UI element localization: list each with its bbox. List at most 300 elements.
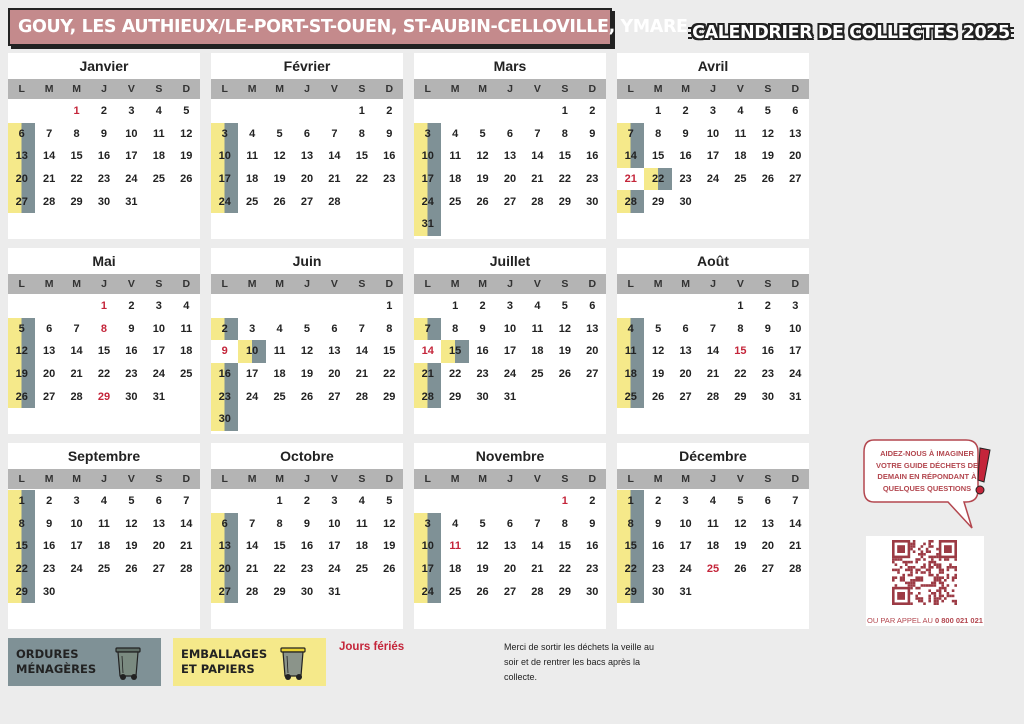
- day-cell: 30: [476, 390, 489, 403]
- day-cell: 24: [125, 173, 138, 186]
- empty-cell: [35, 295, 62, 318]
- weekday-label: M: [681, 473, 690, 485]
- weekday-label: D: [588, 83, 597, 95]
- month-name: Janvier: [79, 58, 129, 74]
- day-cell: 25: [531, 368, 544, 381]
- day-cell: 11: [153, 127, 165, 140]
- day-cell: 14: [43, 150, 56, 163]
- day-cell: 11: [449, 150, 461, 163]
- day-cell: 18: [180, 345, 193, 358]
- day-cell: 12: [8, 340, 35, 363]
- day-cell: 15: [8, 535, 35, 558]
- day-cell: 27: [679, 390, 692, 403]
- weekday-label: M: [72, 278, 81, 290]
- day-cell: 23: [476, 368, 489, 381]
- day-cell: 1: [655, 105, 662, 118]
- weekday-label: M: [72, 473, 81, 485]
- empty-cell: [414, 100, 441, 123]
- day-cell: 7: [358, 322, 365, 335]
- weekday-label: M: [653, 278, 663, 290]
- legend-emballages-label: EMBALLAGES ET PAPIERS: [181, 647, 268, 676]
- day-cell: 14: [617, 145, 644, 168]
- day-cell: 18: [449, 173, 462, 186]
- day-cell: 5: [561, 300, 568, 313]
- day-cell: 10: [503, 322, 517, 335]
- day-cell: 28: [706, 390, 720, 403]
- legend-ordures-label: ORDURES MÉNAGÈRES: [16, 647, 97, 676]
- day-cell: 18: [152, 150, 165, 163]
- weekday-label: D: [385, 83, 394, 95]
- day-cell: 2: [303, 495, 311, 508]
- weekday-label: L: [221, 83, 228, 95]
- days-grid: [414, 100, 606, 236]
- survey-text: AIDEZ-NOUS À IMAGINER VOTRE GUIDE DÉCHETS DE DEMAIN EN RÉPONDANT À QUELQUES QUESTIONS: [875, 449, 979, 493]
- day-cell: 25: [152, 173, 165, 186]
- empty-cell: [238, 295, 265, 318]
- weekday-header: [617, 469, 809, 489]
- day-cell: 24: [152, 368, 165, 381]
- day-cell: 30: [97, 195, 111, 208]
- day-cell: 20: [211, 558, 238, 581]
- day-cell: 31: [328, 585, 341, 598]
- month-8: [8, 443, 200, 629]
- day-cell: 1: [73, 105, 80, 118]
- day-cell: 11: [356, 517, 368, 530]
- day-cell: 3: [414, 123, 441, 146]
- day-cell: 29: [652, 195, 665, 208]
- day-cell: 21: [531, 173, 544, 186]
- day-cell: 6: [303, 127, 311, 140]
- day-cell: 16: [211, 363, 238, 386]
- day-cell: 22: [70, 173, 83, 186]
- day-cell: 20: [152, 540, 165, 553]
- day-cell: 30: [211, 408, 238, 431]
- day-cell: 7: [709, 322, 717, 335]
- phone-prefix: OU PAR APPEL AU: [867, 616, 933, 625]
- day-cell: 28: [414, 385, 441, 408]
- survey-bubble[interactable]: [862, 436, 994, 537]
- day-cell: 22: [617, 558, 644, 581]
- weekday-label: M: [247, 83, 257, 95]
- day-cell: 20: [679, 368, 692, 381]
- day-cell: 21: [414, 363, 441, 386]
- weekday-label: V: [127, 83, 135, 95]
- day-cell: 2: [479, 300, 486, 313]
- day-cell: 6: [506, 127, 514, 140]
- day-cell: 5: [479, 127, 486, 140]
- title-decoration-right: [1010, 27, 1014, 39]
- day-cell: 22: [558, 563, 571, 576]
- day-cell: 11: [449, 540, 461, 553]
- day-cell: 2: [682, 105, 689, 118]
- day-cell: 31: [789, 390, 802, 403]
- day-cell: 7: [617, 123, 644, 146]
- day-cell: 23: [125, 368, 138, 381]
- day-cell: 17: [211, 168, 238, 191]
- day-cell: 11: [180, 322, 193, 335]
- day-cell: 11: [617, 340, 644, 363]
- day-cell: 17: [152, 345, 165, 358]
- day-cell: 26: [383, 563, 396, 576]
- weekday-label: M: [275, 278, 284, 290]
- day-cell: 1: [452, 300, 459, 313]
- day-cell: 12: [558, 322, 571, 335]
- day-cell: 5: [276, 127, 283, 140]
- weekday-label: D: [182, 278, 191, 290]
- day-cell: 22: [97, 368, 111, 381]
- day-cell: 10: [706, 127, 720, 140]
- weekday-label: S: [561, 83, 569, 95]
- weekday-label: J: [304, 473, 310, 485]
- day-cell: 16: [652, 540, 665, 553]
- month-3: [617, 53, 809, 239]
- weekday-label: M: [653, 473, 663, 485]
- day-cell: 20: [8, 168, 35, 191]
- weekday-label: V: [533, 278, 541, 290]
- month-name: Avril: [697, 58, 729, 74]
- weekday-label: L: [627, 278, 634, 290]
- day-cell: 13: [789, 127, 802, 140]
- month-7: [617, 248, 809, 434]
- day-cell: 8: [73, 127, 80, 140]
- day-cell: 5: [386, 495, 393, 508]
- day-cell: 14: [355, 345, 368, 358]
- day-cell: 29: [383, 390, 396, 403]
- day-cell: 28: [355, 390, 368, 403]
- day-cell: 21: [43, 173, 56, 186]
- day-cell: 12: [300, 345, 314, 358]
- day-cell: 13: [8, 145, 35, 168]
- calendar-title: [688, 20, 1014, 46]
- day-cell: 17: [246, 368, 259, 381]
- weekday-label: S: [155, 278, 163, 290]
- day-cell: 9: [764, 322, 771, 335]
- day-cell: 27: [152, 563, 165, 576]
- weekday-label: V: [736, 473, 744, 485]
- day-cell: 6: [331, 322, 338, 335]
- day-cell: 7: [331, 127, 338, 140]
- day-cell: 4: [358, 495, 365, 508]
- day-cell: 9: [100, 127, 108, 140]
- weekday-label: D: [588, 278, 597, 290]
- day-cell: 8: [655, 127, 662, 140]
- day-cell: 20: [503, 563, 517, 576]
- day-cell: 24: [503, 368, 517, 381]
- day-cell: 15: [273, 540, 286, 553]
- weekday-header: [8, 274, 200, 294]
- day-cell: 29: [734, 390, 747, 403]
- empty-cell: [211, 490, 238, 513]
- day-cell: 17: [706, 150, 720, 163]
- day-cell: 3: [414, 513, 441, 536]
- day-cell: 4: [155, 105, 162, 118]
- day-cell: 29: [558, 585, 571, 598]
- weekday-label: J: [101, 83, 107, 95]
- day-cell: 3: [506, 300, 514, 313]
- day-cell: 12: [734, 517, 747, 530]
- day-cell: 4: [709, 495, 717, 508]
- day-cell: 5: [303, 322, 311, 335]
- empty-cell: [496, 490, 523, 513]
- day-cell: 23: [97, 173, 111, 186]
- day-cell: 10: [125, 127, 138, 140]
- day-cell: 30: [586, 195, 599, 208]
- day-cell: 4: [737, 105, 744, 118]
- weekday-label: M: [44, 473, 54, 485]
- weekday-label: M: [478, 83, 487, 95]
- day-cell: 15: [617, 535, 644, 558]
- day-cell: 10: [152, 322, 165, 335]
- day-cell: 3: [155, 300, 162, 313]
- month-4: [8, 248, 200, 434]
- weekday-header: [211, 469, 403, 489]
- days-grid: [211, 295, 403, 431]
- day-cell: 23: [652, 563, 665, 576]
- weekday-label: S: [561, 473, 569, 485]
- day-cell: 23: [300, 563, 314, 576]
- day-cell: 8: [358, 127, 365, 140]
- day-cell: 14: [328, 150, 341, 163]
- day-cell: 25: [449, 585, 462, 598]
- weekday-label: L: [18, 473, 25, 485]
- empty-cell: [496, 100, 523, 123]
- day-cell: 6: [764, 495, 771, 508]
- day-cell: 18: [449, 563, 462, 576]
- day-cell: 1: [358, 105, 365, 118]
- day-cell: 30: [43, 585, 56, 598]
- weekday-label: J: [507, 473, 513, 485]
- qr-code[interactable]: [866, 536, 984, 626]
- day-cell: 1: [276, 495, 283, 508]
- empty-cell: [238, 100, 265, 123]
- month-name: Février: [283, 58, 331, 74]
- weekday-label: J: [101, 473, 107, 485]
- day-cell: 15: [355, 150, 368, 163]
- day-cell: 15: [441, 340, 468, 363]
- month-6: [414, 248, 606, 434]
- weekday-label: D: [791, 278, 800, 290]
- day-cell: 19: [125, 540, 138, 553]
- day-cell: 11: [98, 517, 110, 530]
- day-cell: 14: [180, 517, 193, 530]
- weekday-label: M: [478, 473, 487, 485]
- day-cell: 8: [452, 322, 459, 335]
- day-cell: 18: [246, 173, 259, 186]
- empty-cell: [524, 490, 551, 513]
- day-cell: 12: [476, 150, 489, 163]
- day-cell: 27: [328, 390, 341, 403]
- month-name: Septembre: [67, 448, 141, 464]
- day-cell: 22: [355, 173, 368, 186]
- day-cell: 18: [531, 345, 544, 358]
- day-cell: 8: [276, 517, 283, 530]
- day-cell: 9: [221, 345, 228, 358]
- day-cell: 18: [97, 540, 111, 553]
- communes-banner: [8, 8, 688, 46]
- day-cell: 5: [8, 318, 35, 341]
- day-cell: 2: [655, 495, 662, 508]
- day-cell: 8: [617, 513, 644, 536]
- day-cell: 24: [414, 190, 441, 213]
- empty-cell: [617, 100, 644, 123]
- days-grid: [8, 100, 200, 213]
- day-cell: 8: [737, 322, 744, 335]
- day-cell: 17: [328, 540, 341, 553]
- empty-cell: [672, 295, 699, 318]
- day-cell: 2: [211, 318, 238, 341]
- day-cell: 22: [8, 558, 35, 581]
- month-10: [414, 443, 606, 629]
- day-cell: 9: [46, 517, 53, 530]
- day-cell: 9: [682, 127, 689, 140]
- day-cell: 22: [383, 368, 396, 381]
- empty-cell: [348, 295, 375, 318]
- day-cell: 6: [682, 322, 689, 335]
- empty-cell: [469, 490, 496, 513]
- day-cell: 6: [155, 495, 162, 508]
- day-cell: 24: [789, 368, 802, 381]
- day-cell: 25: [734, 173, 747, 186]
- day-cell: 29: [617, 580, 644, 603]
- weekday-label: V: [736, 278, 744, 290]
- weekday-label: S: [561, 278, 569, 290]
- weekday-label: M: [247, 473, 257, 485]
- day-cell: 12: [383, 517, 396, 530]
- day-cell: 26: [125, 563, 138, 576]
- day-cell: 14: [531, 150, 544, 163]
- weekday-label: M: [44, 83, 54, 95]
- day-cell: 8: [386, 322, 393, 335]
- day-cell: 7: [534, 127, 541, 140]
- empty-cell: [63, 295, 90, 318]
- day-cell: 4: [249, 127, 256, 140]
- weekday-label: D: [182, 473, 191, 485]
- day-cell: 6: [211, 513, 238, 536]
- day-cell: 9: [303, 517, 311, 530]
- day-cell: 20: [503, 173, 517, 186]
- day-cell: 25: [180, 368, 193, 381]
- day-cell: 30: [679, 195, 692, 208]
- day-cell: 31: [152, 390, 165, 403]
- day-cell: 3: [331, 495, 338, 508]
- day-cell: 14: [706, 345, 720, 358]
- day-cell: 24: [246, 390, 259, 403]
- day-cell: 19: [300, 368, 314, 381]
- day-cell: 26: [761, 173, 774, 186]
- day-cell: 1: [561, 105, 568, 118]
- day-cell: 3: [249, 322, 256, 335]
- day-cell: 26: [300, 390, 314, 403]
- day-cell: 29: [8, 580, 35, 603]
- day-cell: 1: [8, 490, 35, 513]
- weekday-label: M: [44, 278, 54, 290]
- day-cell: 16: [476, 345, 489, 358]
- weekday-label: J: [304, 278, 310, 290]
- empty-cell: [617, 295, 644, 318]
- weekday-label: V: [127, 278, 135, 290]
- day-cell: 29: [558, 195, 571, 208]
- day-cell: 25: [355, 563, 368, 576]
- month-1: [211, 53, 403, 239]
- day-cell: 7: [73, 322, 80, 335]
- day-cell: 7: [183, 495, 190, 508]
- day-cell: 27: [503, 195, 517, 208]
- day-cell: 18: [706, 540, 720, 553]
- day-cell: 17: [789, 345, 802, 358]
- weekday-label: M: [450, 278, 460, 290]
- day-cell: 31: [125, 195, 138, 208]
- weekday-label: D: [385, 473, 394, 485]
- empty-cell: [238, 490, 265, 513]
- day-cell: 19: [734, 540, 747, 553]
- day-cell: 4: [452, 517, 459, 530]
- day-cell: 12: [125, 517, 138, 530]
- days-grid: [211, 100, 403, 213]
- weekday-header: [8, 79, 200, 99]
- empty-cell: [293, 100, 320, 123]
- day-cell: 28: [531, 195, 544, 208]
- days-grid: [8, 295, 200, 408]
- weekday-label: J: [710, 473, 716, 485]
- day-cell: 10: [679, 517, 692, 530]
- weekday-label: M: [478, 278, 487, 290]
- phone-number: 0 800 021 021: [934, 616, 983, 625]
- day-cell: 16: [586, 150, 599, 163]
- weekday-label: J: [507, 278, 513, 290]
- weekday-label: S: [764, 278, 772, 290]
- weekday-label: L: [424, 278, 431, 290]
- weekday-label: J: [710, 83, 716, 95]
- day-cell: 28: [180, 563, 193, 576]
- weekday-label: S: [764, 473, 772, 485]
- day-cell: 21: [246, 563, 259, 576]
- month-5: [211, 248, 403, 434]
- day-cell: 25: [706, 563, 720, 576]
- day-cell: 8: [561, 127, 568, 140]
- empty-cell: [441, 490, 468, 513]
- day-cell: 16: [125, 345, 138, 358]
- day-cell: 16: [679, 150, 692, 163]
- day-cell: 31: [414, 213, 441, 236]
- empty-cell: [699, 295, 726, 318]
- weekday-label: M: [450, 83, 460, 95]
- day-cell: 20: [586, 345, 599, 358]
- day-cell: 10: [70, 517, 83, 530]
- day-cell: 18: [273, 368, 286, 381]
- weekday-label: L: [221, 473, 228, 485]
- day-cell: 31: [503, 390, 517, 403]
- month-name: Novembre: [475, 448, 545, 464]
- day-cell: 22: [273, 563, 286, 576]
- day-cell: 4: [617, 318, 644, 341]
- day-cell: 20: [789, 150, 802, 163]
- day-cell: 27: [43, 390, 56, 403]
- day-cell: 17: [414, 168, 441, 191]
- weekday-header: [414, 274, 606, 294]
- days-grid: [8, 490, 200, 603]
- days-grid: [211, 490, 403, 603]
- day-cell: 5: [655, 322, 662, 335]
- weekday-label: J: [304, 83, 310, 95]
- month-2: [414, 53, 606, 239]
- day-cell: 10: [238, 340, 265, 363]
- weekday-label: L: [424, 83, 431, 95]
- weekday-label: J: [710, 278, 716, 290]
- yellow-bin-icon: [276, 642, 310, 682]
- day-cell: 30: [652, 585, 665, 598]
- day-cell: 14: [246, 540, 259, 553]
- day-cell: 16: [586, 540, 599, 553]
